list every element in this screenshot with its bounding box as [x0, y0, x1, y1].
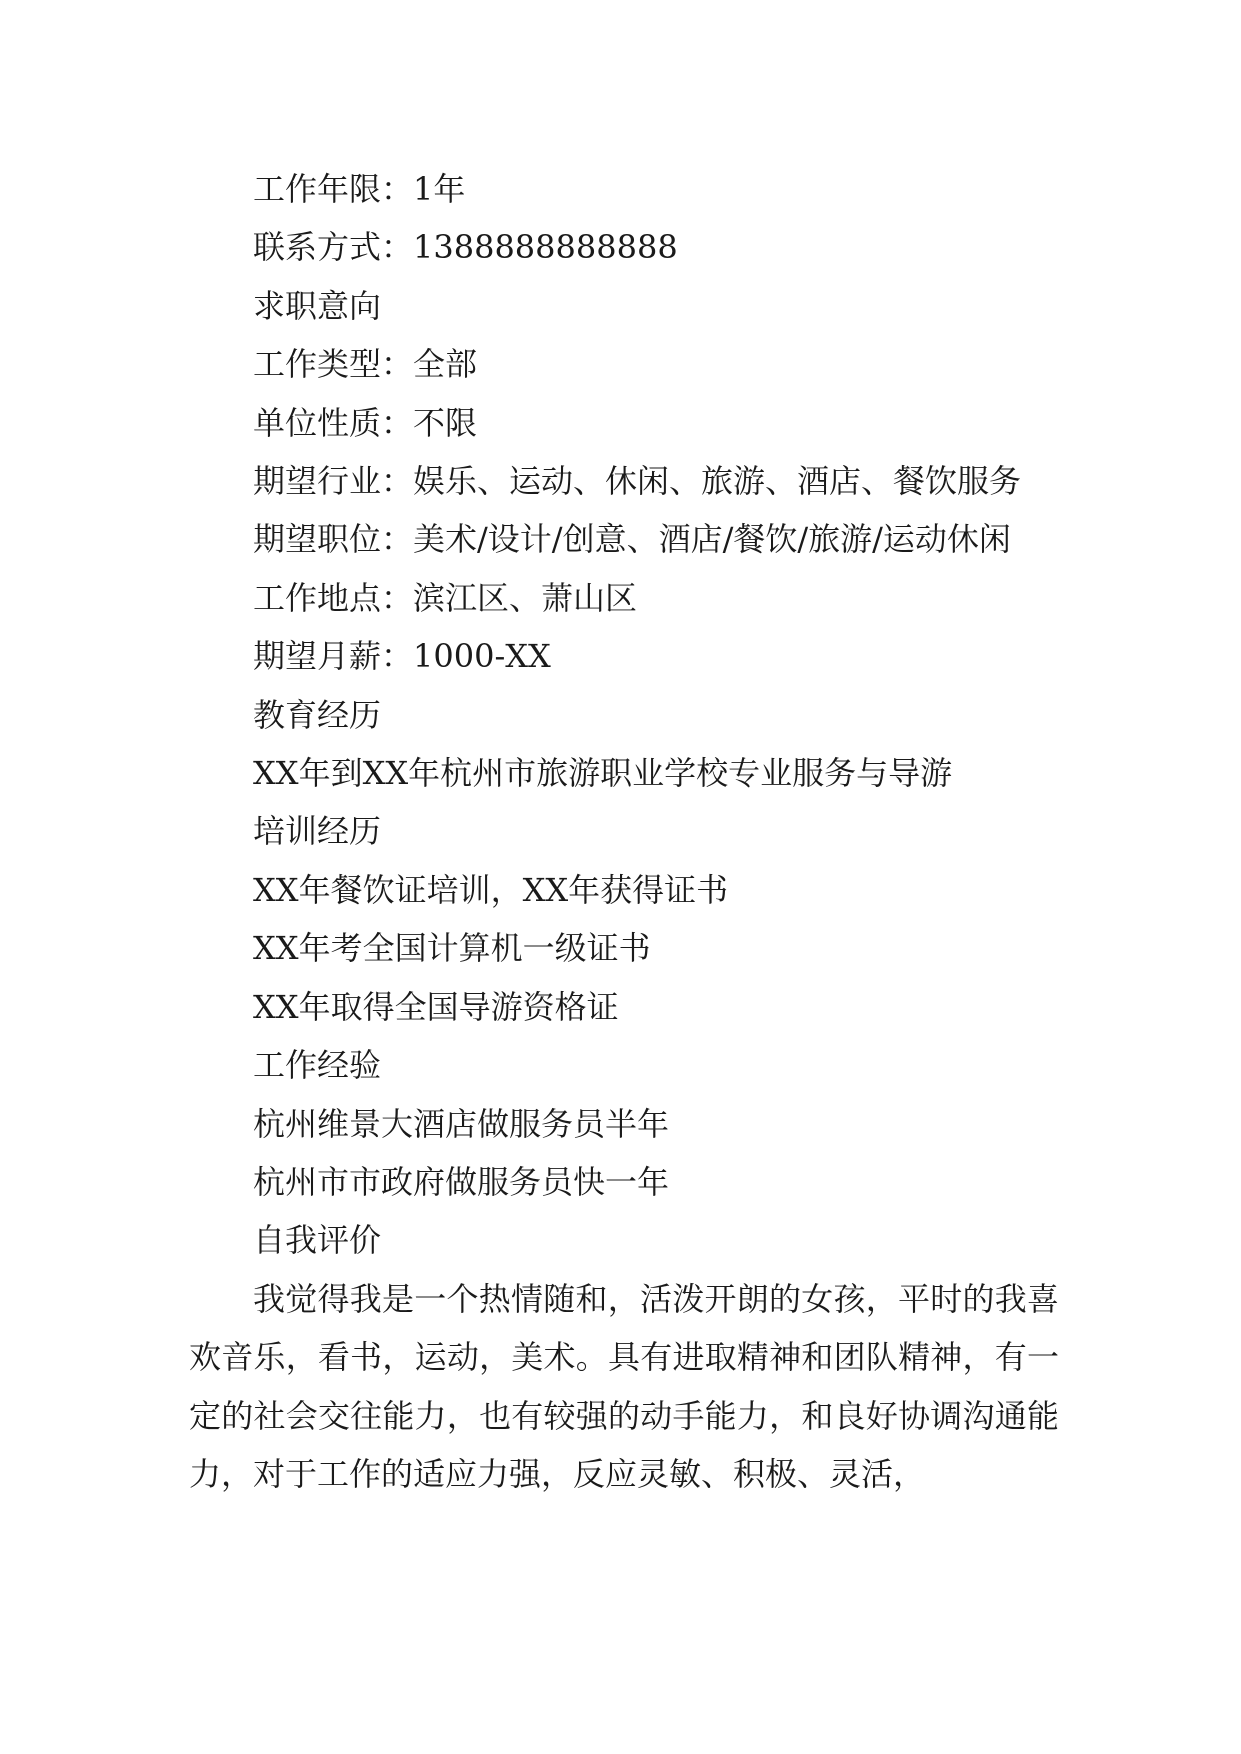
work-experience-heading: 工作经验	[253, 1046, 382, 1085]
document-body	[189, 160, 1059, 1503]
expected-position-line: 期望职位：美术/设计/创意、酒店/餐饮/旅游/运动休闲	[253, 520, 1011, 559]
training-entry: XX年取得全国导游资格证	[253, 987, 619, 1026]
work-experience-entry: 杭州维景大酒店做服务员半年	[253, 1104, 670, 1143]
education-heading: 教育经历	[253, 695, 382, 734]
training-entry: XX年考全国计算机一级证书	[253, 929, 651, 968]
work-location-line: 工作地点：滨江区、萧山区	[253, 578, 638, 617]
expected-salary-line: 期望月薪：1000-XX	[253, 637, 551, 676]
work-years-line: 工作年限：1年	[253, 170, 466, 208]
self-evaluation-heading: 自我评价	[253, 1221, 382, 1260]
work-experience-entry: 杭州市市政府做服务员快一年	[253, 1162, 670, 1201]
training-entry: XX年餐饮证培训，XX年获得证书	[253, 870, 729, 909]
education-entry: XX年到XX年杭州市旅游职业学校专业服务与导游	[253, 754, 953, 793]
training-heading: 培训经历	[253, 812, 382, 851]
contact-line: 联系方式：1388888888888	[253, 228, 678, 267]
company-nature-line: 单位性质：不限	[253, 403, 478, 442]
expected-industry-line: 期望行业：娱乐、运动、休闲、旅游、酒店、餐饮服务	[253, 462, 1022, 501]
job-type-line: 工作类型：全部	[253, 345, 478, 384]
self-evaluation-paragraph: 我觉得我是一个热情随和，活泼开朗的女孩，平时的我喜欢音乐，看书，运动，美术。具有进取精神和团队精神，有一定的社会交往能力，也有较强的动手能力，和良好协调沟通能力，对于工作的适应力强，反应灵敏、积极、灵活，	[189, 1279, 1059, 1493]
job-intention-heading: 求职意向	[253, 286, 382, 325]
